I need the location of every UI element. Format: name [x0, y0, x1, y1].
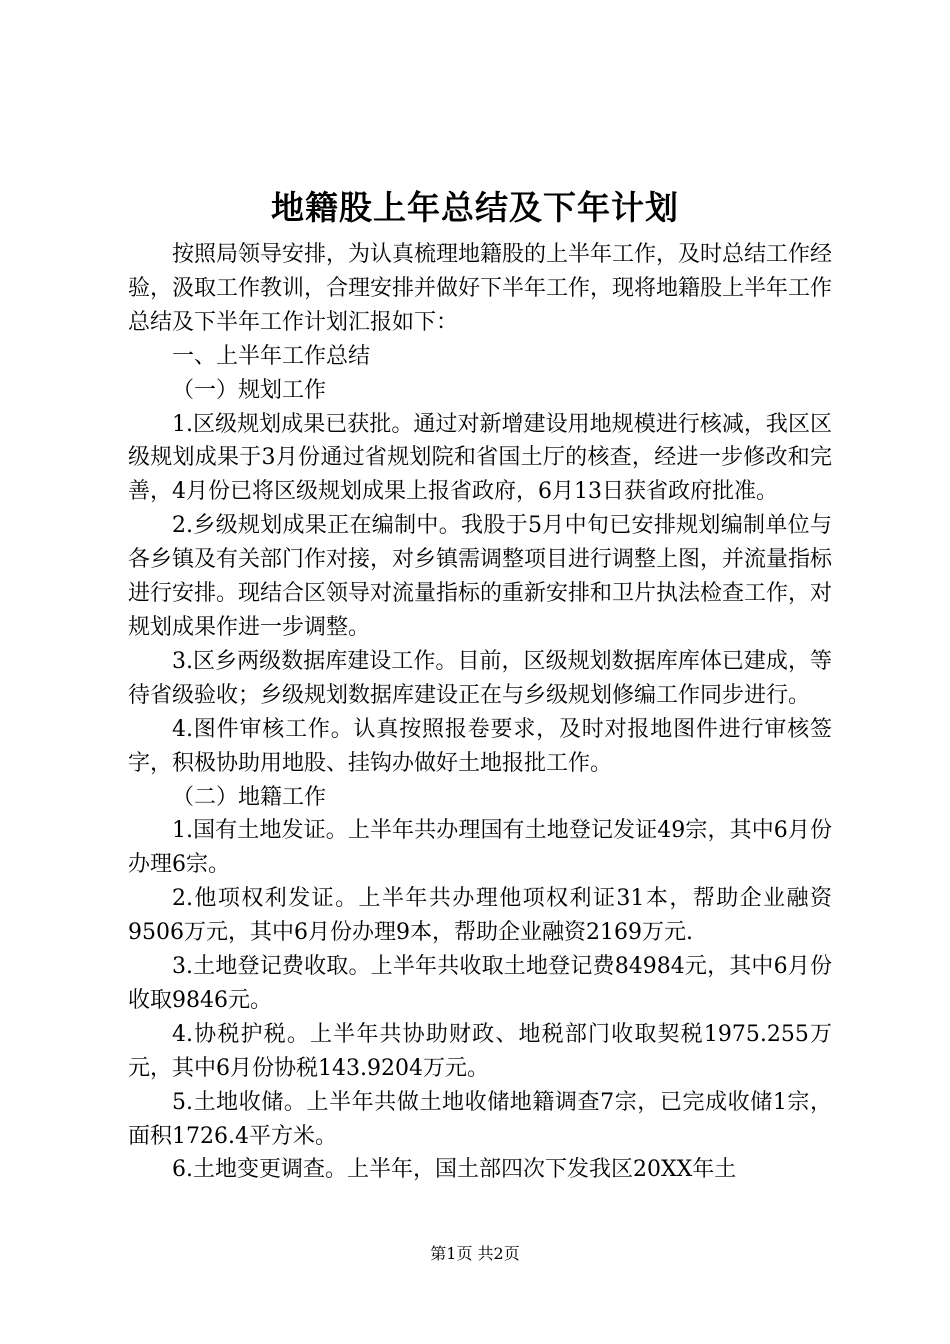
- subsection-heading-planning: （一）规划工作: [172, 377, 327, 403]
- planning-item-3: 3.区乡两级数据库建设工作。目前，区级规划数据库库体已建成，等待省级验收；乡级规划数据库建设正在与乡级规划修编工作同步进行。: [128, 648, 832, 708]
- section-heading: 一、上半年工作总结: [172, 343, 371, 369]
- cadastre-item-1: 1.国有土地发证。上半年共办理国有土地登记发证49宗，其中6月份办理6宗。: [128, 818, 832, 878]
- planning-item-2: 2.乡级规划成果正在编制中。我股于5月中旬已安排规划编制单位与各乡镇及有关部门作对接，对乡镇需调整项目进行调整上图，并流量指标进行安排。现结合区领导对流量指标的重新安排和卫片执法检查工作，对规划成果作进一步调整。: [128, 513, 833, 640]
- subsection-heading-cadastre: （二）地籍工作: [172, 784, 327, 810]
- cadastre-item-3: 3.土地登记费收取。上半年共收取土地登记费84984元，其中6月份收取9846元。: [128, 954, 832, 1013]
- page-number-footer: 第1页 共2页: [430, 1244, 520, 1263]
- intro-paragraph: 按照局领导安排，为认真梳理地籍股的上半年工作，及时总结工作经验，汲取工作教训，合理安排并做好下半年工作，现将地籍股上半年工作总结及下半年工作计划汇报如下：: [128, 242, 833, 335]
- document-title: 地籍股上年总结及下年计划: [271, 188, 679, 227]
- planning-item-4: 4.图件审核工作。认真按照报卷要求，及时对报地图件进行审核签字，积极协助用地股、挂钩办做好土地报批工作。: [128, 716, 832, 776]
- cadastre-item-6: 6.土地变更调查。上半年，国土部四次下发我区20XX年土: [172, 1157, 737, 1183]
- document-body: [128, 238, 832, 1187]
- cadastre-item-2: 2.他项权利发证。上半年共办理他项权利证31本，帮助企业融资9506万元，其中6月份办理9本，帮助企业融资2169万元.: [128, 886, 832, 946]
- cadastre-item-5: 5.土地收储。上半年共做土地收储地籍调查7宗，已完成收储1宗，面积1726.4平方米。: [128, 1089, 832, 1149]
- cadastre-item-4: 4.协税护税。上半年共协助财政、地税部门收取契税1975.255万元，其中6月份协税143.9204万元。: [128, 1021, 832, 1081]
- planning-item-1: 1.区级规划成果已获批。通过对新增建设用地规模进行核减，我区区级规划成果于3月份通过省规划院和省国土厅的核查，经进一步修改和完善，4月份已将区级规划成果上报省政府，6月13日获省政府批准。: [128, 411, 832, 505]
